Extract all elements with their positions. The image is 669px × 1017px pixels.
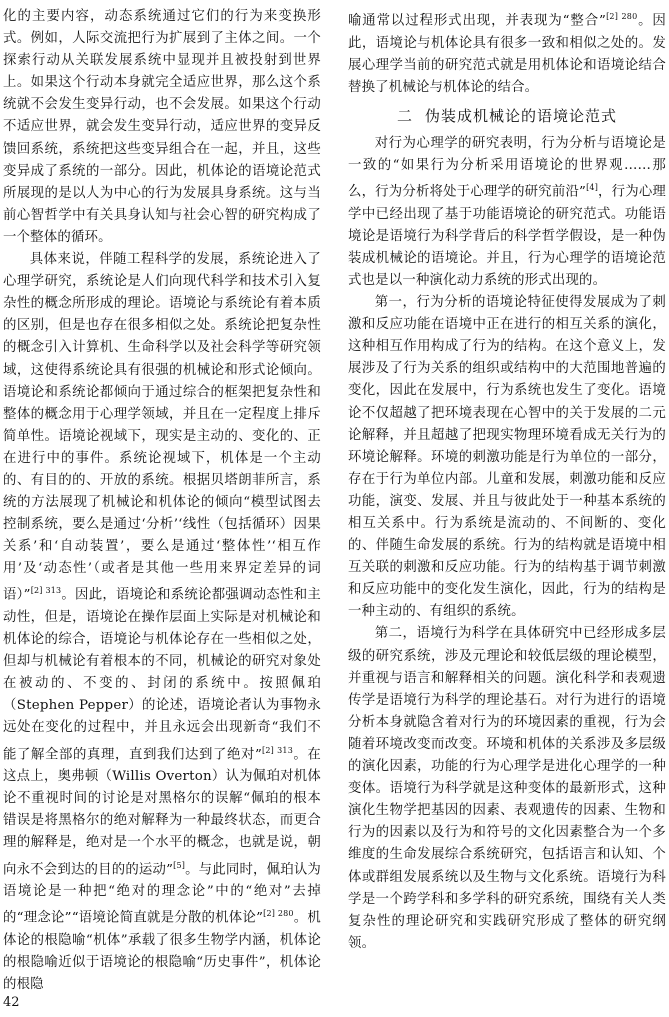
left-paragraph-1-text: 化的主要内容，动态系统通过它们的行为来变换形式。例如，人际交流把行为扩展到了主体之间。一个探索行动从关联发展系统中显现并且被投射到世界上。如果这个行动本身就完全适应世界，那么这个系统就不会发生变异行动，也不会发展。如果这个行动不适应世界，就会发生变异行动，适应世界的变异反馈回系统，系统把这些变异组合在一起，并且，这些变异成了系统的一部分。因此，机体论的语境论范式所展现的是以人为中心的行为发展具身系统。这与当前心智哲学中有关具身认知与社会心智的研究构成了一个整体的循环。 <box>3 9 321 245</box>
section-heading <box>348 105 666 127</box>
citation-ref: [2] 313 <box>262 745 293 755</box>
citation-ref: [2] 313 <box>30 586 62 596</box>
page-number: 42 <box>3 995 20 1010</box>
right-paragraph-1-text: 喻通常以过程形式出现，并表现为“整合” <box>348 13 607 29</box>
citation-ref: [4] <box>586 183 599 193</box>
section-number: 二 <box>396 106 413 125</box>
citation-ref: [2] 280 <box>606 12 638 21</box>
right-paragraph-2-cont: ，行为心理学中已经出现了基于功能语境论的研究范式。功能语境论是语境行为科学背后的科学哲学假设，是一种伪装成机械论的语境论。并且，行为心理学的语境论范式也是以一种演化动力系统的形式出现的。 <box>348 184 667 288</box>
citation-ref: [2] 280 <box>263 909 294 919</box>
right-paragraph-2 <box>348 133 666 292</box>
left-paragraph-2-cont: 。因此，语境论和系统论都强调动态性和主动性，但是，语境论在操作层面上实际是对机械论和机体论的综合，语境论与机体论存在一些相似之处，但却与机械论有着根本的不同，机械论的研究对象处在被动的、不变的、封闭的系统中。按照佩珀（Stephen Pepper）的论述，语境论者认为事物永远处在变化的过程中，并且永远会出现新奇“我们不能了解全部的真理，直到我们达到了绝对” <box>3 587 321 763</box>
right-column <box>348 6 666 955</box>
left-paragraph-2-text: 具体来说，伴随工程科学的发展，系统论进入了心理学研究，系统论是人们向现代科学和技术引入复杂性的概念所形成的理论。语境论与系统论有着本质的区别，但是也存在很多相似之处。系统论把复杂性的概念引入计算机、生命科学以及社会科学等研究领域，这使得系统论具有很强的机械论和形式论倾向。语境论和系统论都倾向于通过综合的框架把复杂性和整体的概念用于心理学领域，并且在一定程度上排斥简单性。语境论视域下，现实是主动的、变化的、正在进行中的事件。系统论视域下，机体是一个主动的、有目的的、开放的系统。根据贝塔朗菲所言，系统的方法展现了机械论和机体论的倾向“模型试图去控制系统，要么是通过‘分析’‘线性（包括循环）因果关系’和‘自动装置’，要么是通过‘整体性’‘相互作用’及‘动态性’（或者是其他一些用来界定差异的词语）” <box>3 252 321 603</box>
right-paragraph-4-text: 第二，语境行为科学在具体研究中已经形成多层级的研究系统，涉及元理论和较低层级的理论模型，并重视与语言和解释相关的问题。演化科学和表观遗传学是语境行为科学的理论基石。对行为进行的语境分析本身就隐含着对行为的环境因素的重视，行为会随着环境改变而改变。环境和机体的关系涉及多层级的演化因素，功能的行为心理学是进化心理学的一种变体。语境行为科学就是这种变体的最新形式，这种演化生物学把基因的因素、表观遗传的因素、生物和行为的因素以及行为和符号的文化因素整合为一个多维度的生命发展综合系统研究，包括语言和认知、个体或群组发展系统以及生物与文化系统。语境行为科学是一个跨学科和多学科的研究系统，围绕有关人类复杂性的理论研究和实践研究形成了整体的研究纲领。 <box>348 626 666 951</box>
left-paragraph-2 <box>3 249 321 996</box>
right-paragraph-3 <box>348 292 666 623</box>
right-paragraph-4 <box>348 623 666 954</box>
left-paragraph-2-cont3: 。与此同时，佩珀认为语境论是一种把“绝对的理念论”中的“绝对”去掉的“理念论”“语境论简直就是分散的机体论” <box>3 861 322 926</box>
left-paragraph-2-cont4: 。机体论的根隐喻“机体”承载了很多生物学内涵，机体论的根隐喻近似于语境论的根隐喻“历史事件”，机体论的根隐 <box>3 910 321 992</box>
citation-ref: [5] <box>173 860 186 870</box>
left-column <box>3 6 321 996</box>
right-paragraph-1-cont: 。因此，语境论与机体论具有很多一致和相似之处的。发展心理学当前的研究范式就是用机体论和语境论结合替换了机械论与机体论的结合。 <box>348 13 666 95</box>
right-paragraph-2-text: 对行为心理学的研究表明，行为分析与语境论是一致的“如果行为分析采用语境论的世界观……那么，行为分析将处于心理学的研究前沿” <box>348 135 666 200</box>
section-title: 伪装成机械论的语境论范式 <box>425 106 618 125</box>
left-paragraph-1 <box>3 6 321 249</box>
left-paragraph-2-cont2: 。在这点上，奥弗顿（Willis Overton）认为佩珀对机体论不重视时间的讨论是对黑格尔的误解“佩珀的根本错误是将黑格尔的绝对解释为一种最终状态，而更合理的解释是，绝对是一个水平的概念，也就是说，朝向永不会到达的目的的运动” <box>3 747 321 877</box>
right-paragraph-3-text: 第一，行为分析的语境论特征使得发展成为了刺激和反应功能在语境中正在进行的相互关系的演化，这种相互作用构成了行为的结构。在这个意义上，发展涉及了行为关系的组织或结构中的大范围地普遍的变化，因此在发展中，行为系统也发生了变化。语境论不仅超越了把环境表现在心智中的关于发展的二元论解释，并且超越了把现实物理环境看成无关行为的环境论解释。环境的刺激功能是行为单位的一部分，存在于行为单位内部。儿童和发展，刺激功能和反应功能，演变、发展、并且与彼此处于一种基本系统的相互关系中。行为系统是流动的、不间断的、变化的、伴随生命发展的系统。行为的结构就是语境中相互关联的刺激和反应功能。行为的结构基于调节刺激和反应功能中的变化发生演化，因此，行为的结构是一种主动的、有组织的系统。 <box>348 295 666 620</box>
right-paragraph-1 <box>348 6 666 99</box>
